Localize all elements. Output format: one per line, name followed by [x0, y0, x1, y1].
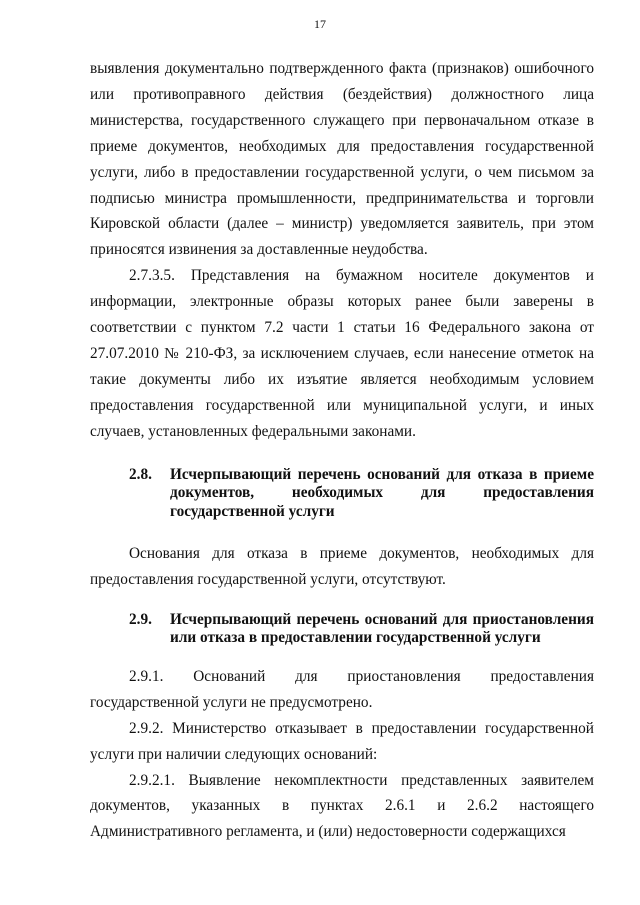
- paragraph-2-9-2-1: 2.9.2.1. Выявление некомплектности представленных заявителем документов, указанных в пунктах 2.6.1 и 2.6.2 настоящего Административного регламента, и (или) недостоверности содержащихся: [90, 771, 594, 841]
- section-title: Исчерпывающий перечень оснований для отказа в приеме документов, необходимых для предоставления государственной услуги: [170, 465, 594, 520]
- paragraph-2-9-1: 2.9.1. Оснований для приостановления предоставления государственной услуги не предусмотрено.: [90, 667, 594, 711]
- section-number: 2.8.: [129, 465, 152, 483]
- paragraph-2-7-3-5: 2.7.3.5. Представления на бумажном носителе документов и информации, электронные образы которых ранее были заверены в соответствии с пунктом 7.2 части 1 статьи 16 Федерального закона от 27.07.2010 № 210-ФЗ, за исключением случаев, если нанесение отметок на такие документы либо их изъятие является необходимым условием предоставления государственной или муниципальной услуги, и иных случаев, установленных федеральными законами.: [90, 267, 594, 440]
- section-heading-2-9: [90, 611, 594, 648]
- paragraph-2-8: Основания для отказа в приеме документов, необходимых для предоставления государственной услуги, отсутствуют.: [90, 545, 594, 588]
- section-number: 2.9.: [129, 610, 152, 628]
- paragraph-2-9-2: 2.9.2. Министерство отказывает в предоставлении государственной услуги при наличии следующих оснований:: [90, 719, 594, 763]
- section-title: Исчерпывающий перечень оснований для приостановления или отказа в предоставлении государственной услуги: [170, 610, 594, 647]
- section-heading-2-8: [90, 466, 594, 522]
- page-number: 17: [314, 17, 326, 31]
- paragraph-continuation: выявления документально подтвержденного факта (признаков) ошибочного или противоправного действия (бездействия) должностного лица министерства, государственного служащего при первоначальном отказе в приеме документов, необходимых для предоставления государственной услуги, либо в предоставлении государственной услуги, о чем письмом за подписью министра промышленности, предпринимательства и торговли Кировской области (далее – министр) уведомляется заявитель, при этом приносятся извинения за доставленные неудобства.: [90, 60, 594, 259]
- document-body: [90, 56, 594, 845]
